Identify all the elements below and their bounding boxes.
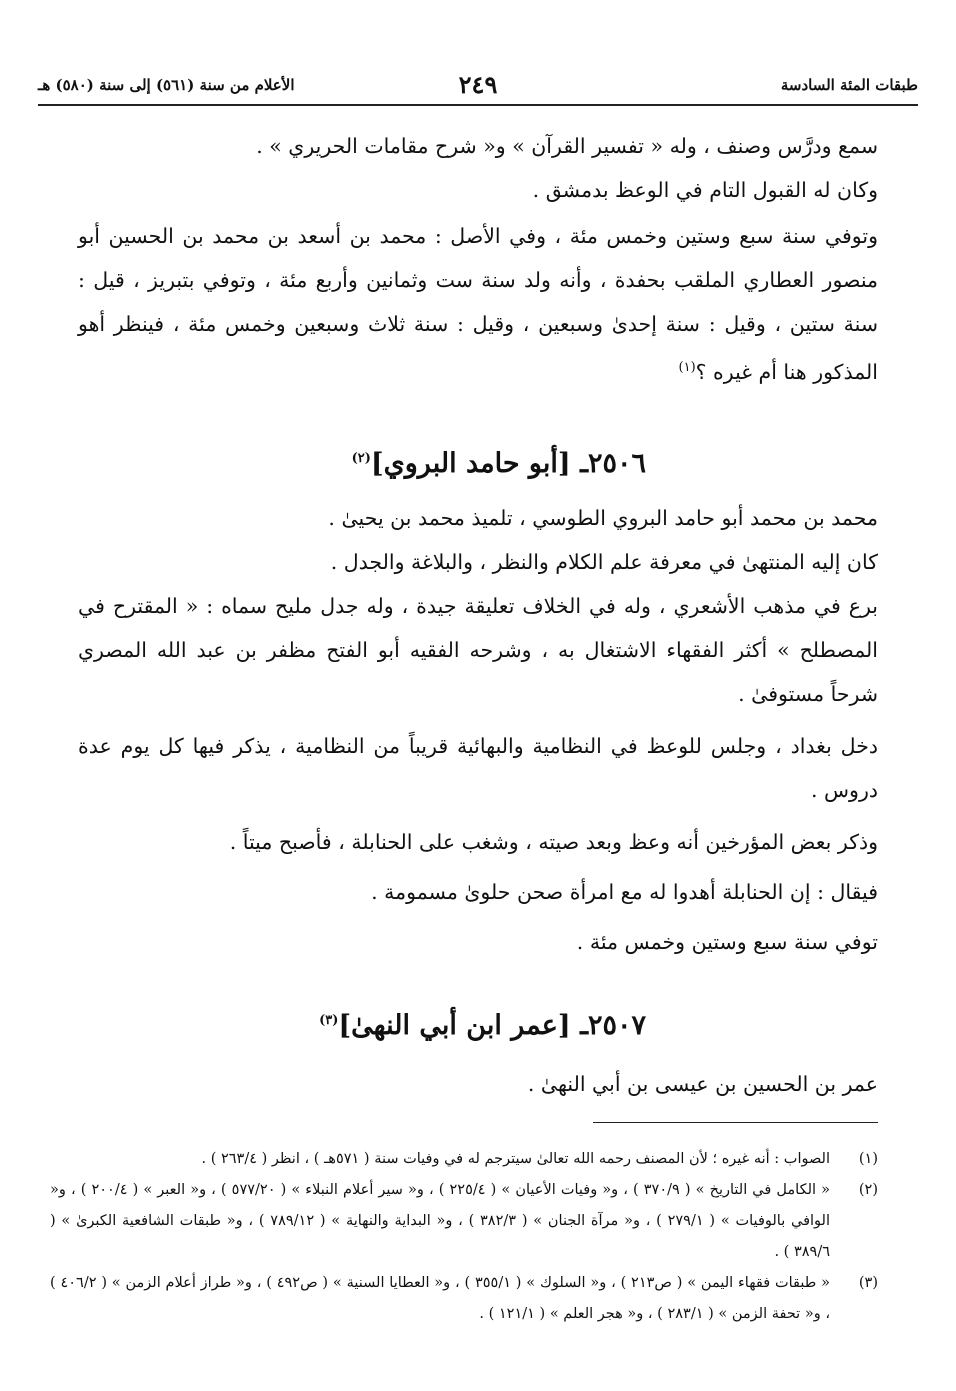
paragraph: محمد بن محمد أبو حامد البروي الطوسي ، تلميذ محمد بن يحيىٰ .: [328, 506, 878, 530]
footnote-marker: (١): [678, 360, 696, 375]
footnote-number: (١): [858, 1151, 878, 1167]
paragraph: كان إليه المنتهىٰ في معرفة علم الكلام والنظر ، والبلاغة والجدل .: [330, 550, 878, 574]
footnote: [50, 1175, 878, 1268]
paragraph: دخل بغداد ، وجلس للوعظ في النظامية والبهائية قريباً من النظامية ، يذكر فيها كل يوم عدة دروس .: [78, 734, 878, 802]
paragraph: توفي سنة سبع وستين وخمس مئة .: [576, 930, 878, 954]
paragraph-text: وتوفي سنة سبع وستين وخمس مئة ، وفي الأصل : محمد بن أسعد بن محمد بن الحسين أبو منصور العطاري الملقب بحفدة ، وأنه ولد سنة ست وثمانين وأربع مئة ، وتوفي بتبريز ، قيل : سنة ستين ، وقيل : سنة إحدىٰ وسبعين ، وقيل : سنة ثلاث وسبعين وخمس مئة ، فينظر أهو المذكور هنا أم غيره ؟: [78, 224, 878, 384]
footnote-text: « طبقات فقهاء اليمن » ( ص٢١٣ ) ، و« السلوك » ( ٣٥٥/١ ) ، و« العطايا السنية » ( ص٤٩٢ ) ، و« طراز أعلام الزمن » ( ٤٠٦/٢ ) ، و« تحفة الزمن » ( ٢٨٣/١ ) ، و« هجر العلم » ( ١٢١/١ ) .: [50, 1275, 830, 1322]
entry-title: ٢٥٠٦ـ [أبو حامد البروي]: [370, 448, 646, 479]
footnote-text: « الكامل في التاريخ » ( ٣٧٠/٩ ) ، و« وفيات الأعيان » ( ٢٢٥/٤ ) ، و« سير أعلام النبلاء » ( ٥٧٧/٢٠ ) ، و« العبر » ( ٢٠٠/٤ ) ، و« الوافي بالوفيات » ( ٢٧٩/١ ) ، و« مرآة الجنان » ( ٣٨٢/٣ ) ، و« البداية والنهاية » ( ٧٨٩/١٢ ) ، و« طبقات الشافعية الكبرىٰ » ( ٣٨٩/٦ ) .: [50, 1182, 830, 1260]
paragraph: برع في مذهب الأشعري ، وله في الخلاف تعليقة جيدة ، وله جدل مليح سماه : « المقترح في المصطلح » أكثر الفقهاء الاشتغال به ، وشرحه الفقيه أبو الفتح مظفر بن عبد الله المصري شرحاً مستوفىٰ .: [78, 594, 878, 706]
footnote-divider: [593, 1122, 878, 1123]
footnote-text: الصواب : أنه غيره ؛ لأن المصنف رحمه الله تعالىٰ سيترجم له في وفيات سنة ( ٥٧١هـ ) ، انظر ( ٢٦٣/٤ ) .: [201, 1151, 830, 1167]
header-range-title: الأعلام من سنة (٥٦١) إلى سنة (٥٨٠) هـ: [38, 76, 295, 94]
paragraph: وذكر بعض المؤرخين أنه وعظ وبعد صيته ، وشغب على الحنابلة ، فأصبح ميتاً .: [229, 830, 878, 854]
paragraph: عمر بن الحسين بن عيسى بن أبي النهىٰ .: [527, 1072, 878, 1096]
footnote-marker: (٢): [351, 451, 371, 466]
entry-heading: [319, 1010, 646, 1041]
footnote-number: (٢): [858, 1182, 878, 1198]
header-section-title: طبقات المئة السادسة: [780, 76, 918, 94]
running-header: [38, 70, 918, 98]
footnote-marker: (٣): [319, 1013, 339, 1028]
continued-entry: [78, 124, 878, 394]
footnote: [50, 1268, 878, 1330]
header-divider: [38, 104, 918, 106]
footnotes: [50, 1144, 878, 1330]
paragraph: [78, 214, 878, 394]
paragraph: سمع ودرَّس وصنف ، وله « تفسير القرآن » و« شرح مقامات الحريري » .: [256, 134, 878, 158]
paragraph: وكان له القبول التام في الوعظ بدمشق .: [532, 178, 878, 202]
entry-heading: [352, 448, 646, 479]
footnote-number: (٣): [858, 1275, 878, 1291]
entry-title: ٢٥٠٧ـ [عمر ابن أبي النهىٰ]: [338, 1010, 646, 1041]
paragraph: فيقال : إن الحنابلة أهدوا له مع امرأة صحن حلوىٰ مسمومة .: [371, 880, 878, 904]
page-number: ٢٤٩: [458, 70, 498, 99]
entry-body: [78, 1062, 878, 1106]
footnote: [50, 1144, 878, 1175]
entry-body: [78, 496, 878, 964]
